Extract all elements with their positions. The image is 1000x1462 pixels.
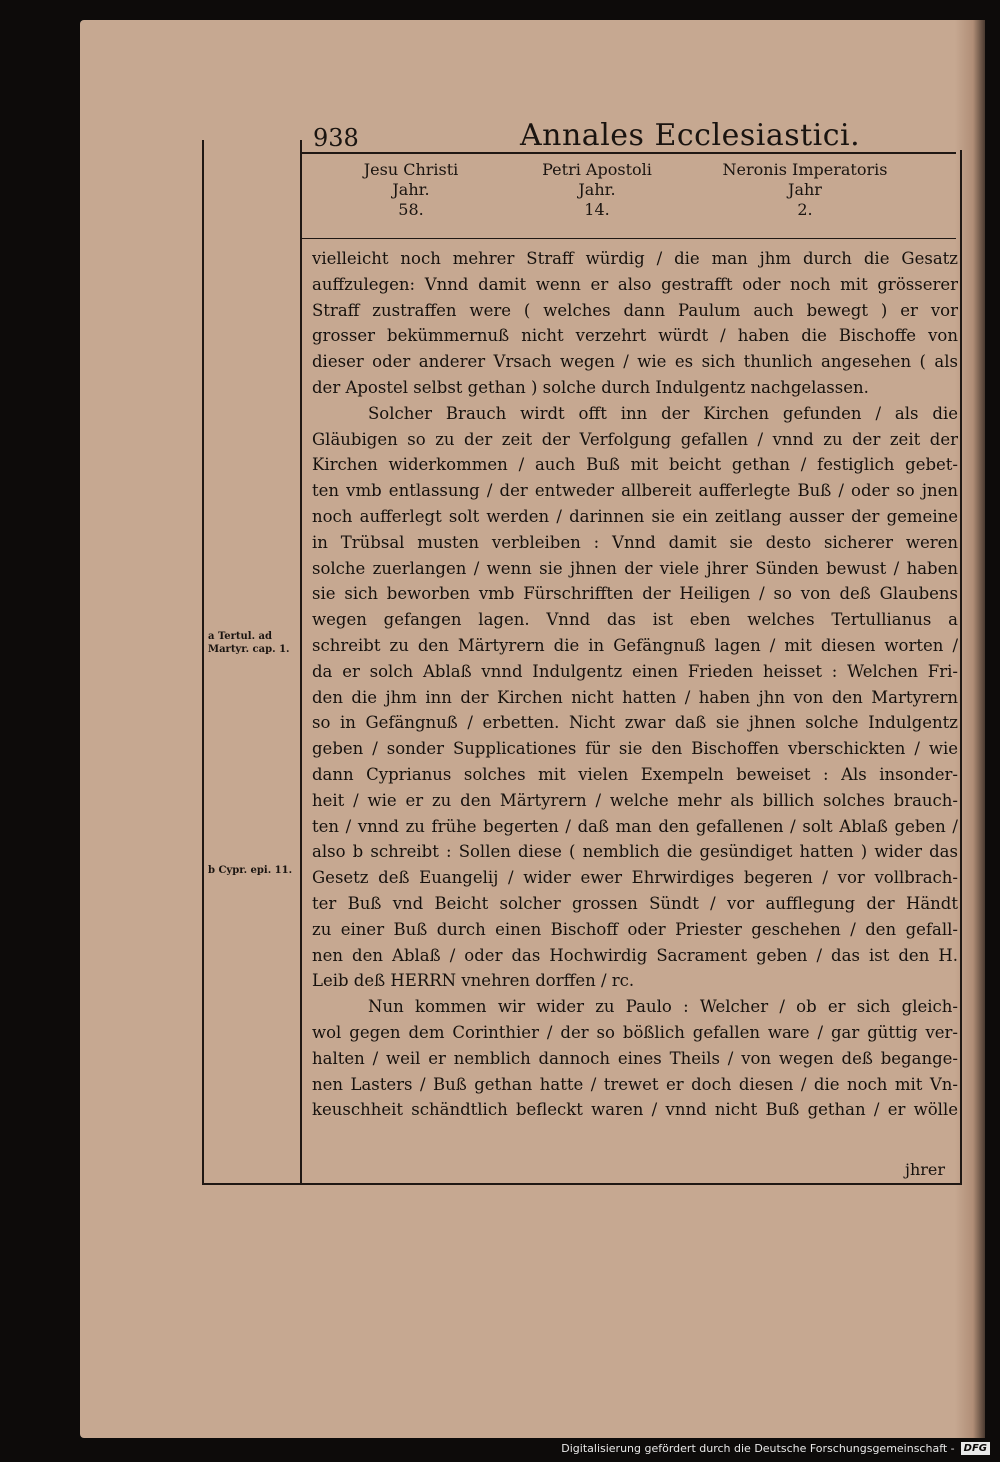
text-line: den die jhm inn der Kirchen nicht hatten / haben jhn von den Martyrern <box>312 687 958 707</box>
column-header-neronis <box>705 160 905 220</box>
text-line: also b schreibt : Sollen diese ( nemblich die gesündiget hatten ) wider das <box>312 842 958 862</box>
text-line: nen den Ablaß / oder das Hochwirdig Sacrament geben / das ist den H. <box>312 945 958 965</box>
text-line: der Apostel selbst gethan ) solche durch Indulgentz nachgelassen. <box>312 377 869 397</box>
text-line: Nun kommen wir wider zu Paulo : Welcher / ob er sich gleich- <box>368 997 958 1017</box>
text-line: da er solch Ablaß vnnd Indulgentz einen Frieden heisset : Welchen Fri- <box>312 661 958 681</box>
text-line: grosser bekümmernuß nicht verzehrt würdt / haben die Bischoffe von <box>312 326 958 346</box>
footer-text: Digitalisierung gefördert durch die Deutsche Forschungsgemeinschaft - <box>561 1442 955 1455</box>
text-line: Gläubigen so zu der zeit der Verfolgung gefallen / vnnd zu der zeit der <box>312 429 958 449</box>
footer-credit <box>561 1442 990 1455</box>
column-unit: Jahr. <box>578 180 616 199</box>
text-column-left-rule <box>300 140 302 1185</box>
text-line: vielleicht noch mehrer Straff würdig / die man jhm durch die Gesatz <box>312 249 958 268</box>
column-value: 2. <box>797 200 813 219</box>
margin-note-line: a Tertul. ad <box>208 631 273 642</box>
margin-note-line: Martyr. cap. 1. <box>208 644 290 655</box>
column-header-christi <box>311 160 511 220</box>
text-line: ten vmb entlassung / der entweder allbereit aufferlegte Buß / oder so jnen <box>312 481 958 501</box>
text-line: so in Gefängnuß / erbetten. Nicht zwar daß sie jhnen solche Indulgentz <box>312 713 958 733</box>
text-line: Straff zustraffen were ( welches dann Paulum auch bewegt ) er vor <box>312 300 958 320</box>
text-line: noch aufferlegt solt werden / darinnen sie ein zeitlang ausser der gemeine <box>312 506 958 526</box>
column-name: Jesu Christi <box>363 160 459 179</box>
column-header-rule <box>300 238 956 239</box>
text-line: auffzulegen: Vnnd damit wenn er also gestrafft oder noch mit grösserer <box>312 274 958 294</box>
text-line: zu einer Buß durch einen Bischoff oder Priester geschehen / den gefall- <box>312 919 958 939</box>
dfg-logo: DFG <box>961 1442 990 1455</box>
margin-column-left-rule <box>202 140 204 1185</box>
text-line: nen Lasters / Buß gethan hatte / trewet er doch diesen / die noch mit Vn- <box>312 1074 958 1094</box>
text-line: halten / weil er nemblich dannoch eines Theils / von wegen deß begange- <box>312 1048 958 1068</box>
column-name: Neronis Imperatoris <box>722 160 888 179</box>
column-value: 14. <box>584 200 610 219</box>
margin-note-line: b Cypr. epi. 11. <box>208 865 293 876</box>
text-line: Gesetz deß Euangelij / wider ewer Ehrwirdiges begeren / vor vollbrach- <box>312 868 958 888</box>
text-line: geben / sonder Supplicationes für sie den Bischoffen vberschickten / wie <box>312 739 958 759</box>
text-column-right-rule <box>960 150 962 1185</box>
text-line: Leib deß HERRN vnehren dorffen / rc. <box>312 971 635 991</box>
text-line: dieser oder anderer Vrsach wegen / wie es sich thunlich angesehen ( als <box>312 352 958 372</box>
text-line: wegen gefangen lagen. Vnnd das ist eben welches Tertullianus a <box>312 610 958 630</box>
bottom-rule <box>202 1183 962 1185</box>
margin-note-b <box>208 864 292 877</box>
text-line: Kirchen widerkommen / auch Buß mit beicht gethan / festiglich gebet- <box>312 455 958 475</box>
text-line: dann Cyprianus solches mit vielen Exempeln beweiset : Als insonder- <box>312 764 958 784</box>
text-line: ten / vnnd zu frühe begerten / daß man den gefallenen / solt Ablaß geben / <box>312 816 958 836</box>
text-line: solche zuerlangen / wenn sie jhnen der viele jhrer Sünden bewust / haben <box>312 558 958 578</box>
body-text <box>312 246 958 1123</box>
running-title: Annales Ecclesiastici. <box>520 118 861 153</box>
column-value: 58. <box>398 200 424 219</box>
text-line: ter Buß vnd Beicht solcher grossen Sündt / vor aufflegung der Händt <box>312 893 958 913</box>
text-line: in Trübsal musten verbleiben : Vnnd damit sie desto sicherer weren <box>312 532 958 552</box>
column-header-petri <box>497 160 697 220</box>
text-line: heit / wie er zu den Märtyrern / welche mehr als billich solches brauch- <box>312 790 958 810</box>
text-line: Solcher Brauch wirdt offt inn der Kirchen gefunden / als die <box>368 403 958 423</box>
column-unit: Jahr. <box>392 180 430 199</box>
text-line: wol gegen dem Corinthier / der so bößlich gefallen ware / gar güttig ver- <box>312 1022 958 1042</box>
text-line: schreibt zu den Märtyrern die in Gefängnuß lagen / mit diesen worten / <box>312 635 958 655</box>
column-name: Petri Apostoli <box>542 160 652 179</box>
column-unit: Jahr <box>788 180 822 199</box>
text-line: keuschheit schändtlich befleckt waren / vnnd nicht Buß gethan / er wölle <box>312 1100 958 1120</box>
catchword: jhrer <box>905 1160 946 1179</box>
text-line: sie sich beworben vmb Fürschrifften der Heiligen / so von deß Glaubens <box>312 584 958 604</box>
page-number: 938 <box>313 124 359 152</box>
margin-note-a <box>208 630 290 656</box>
